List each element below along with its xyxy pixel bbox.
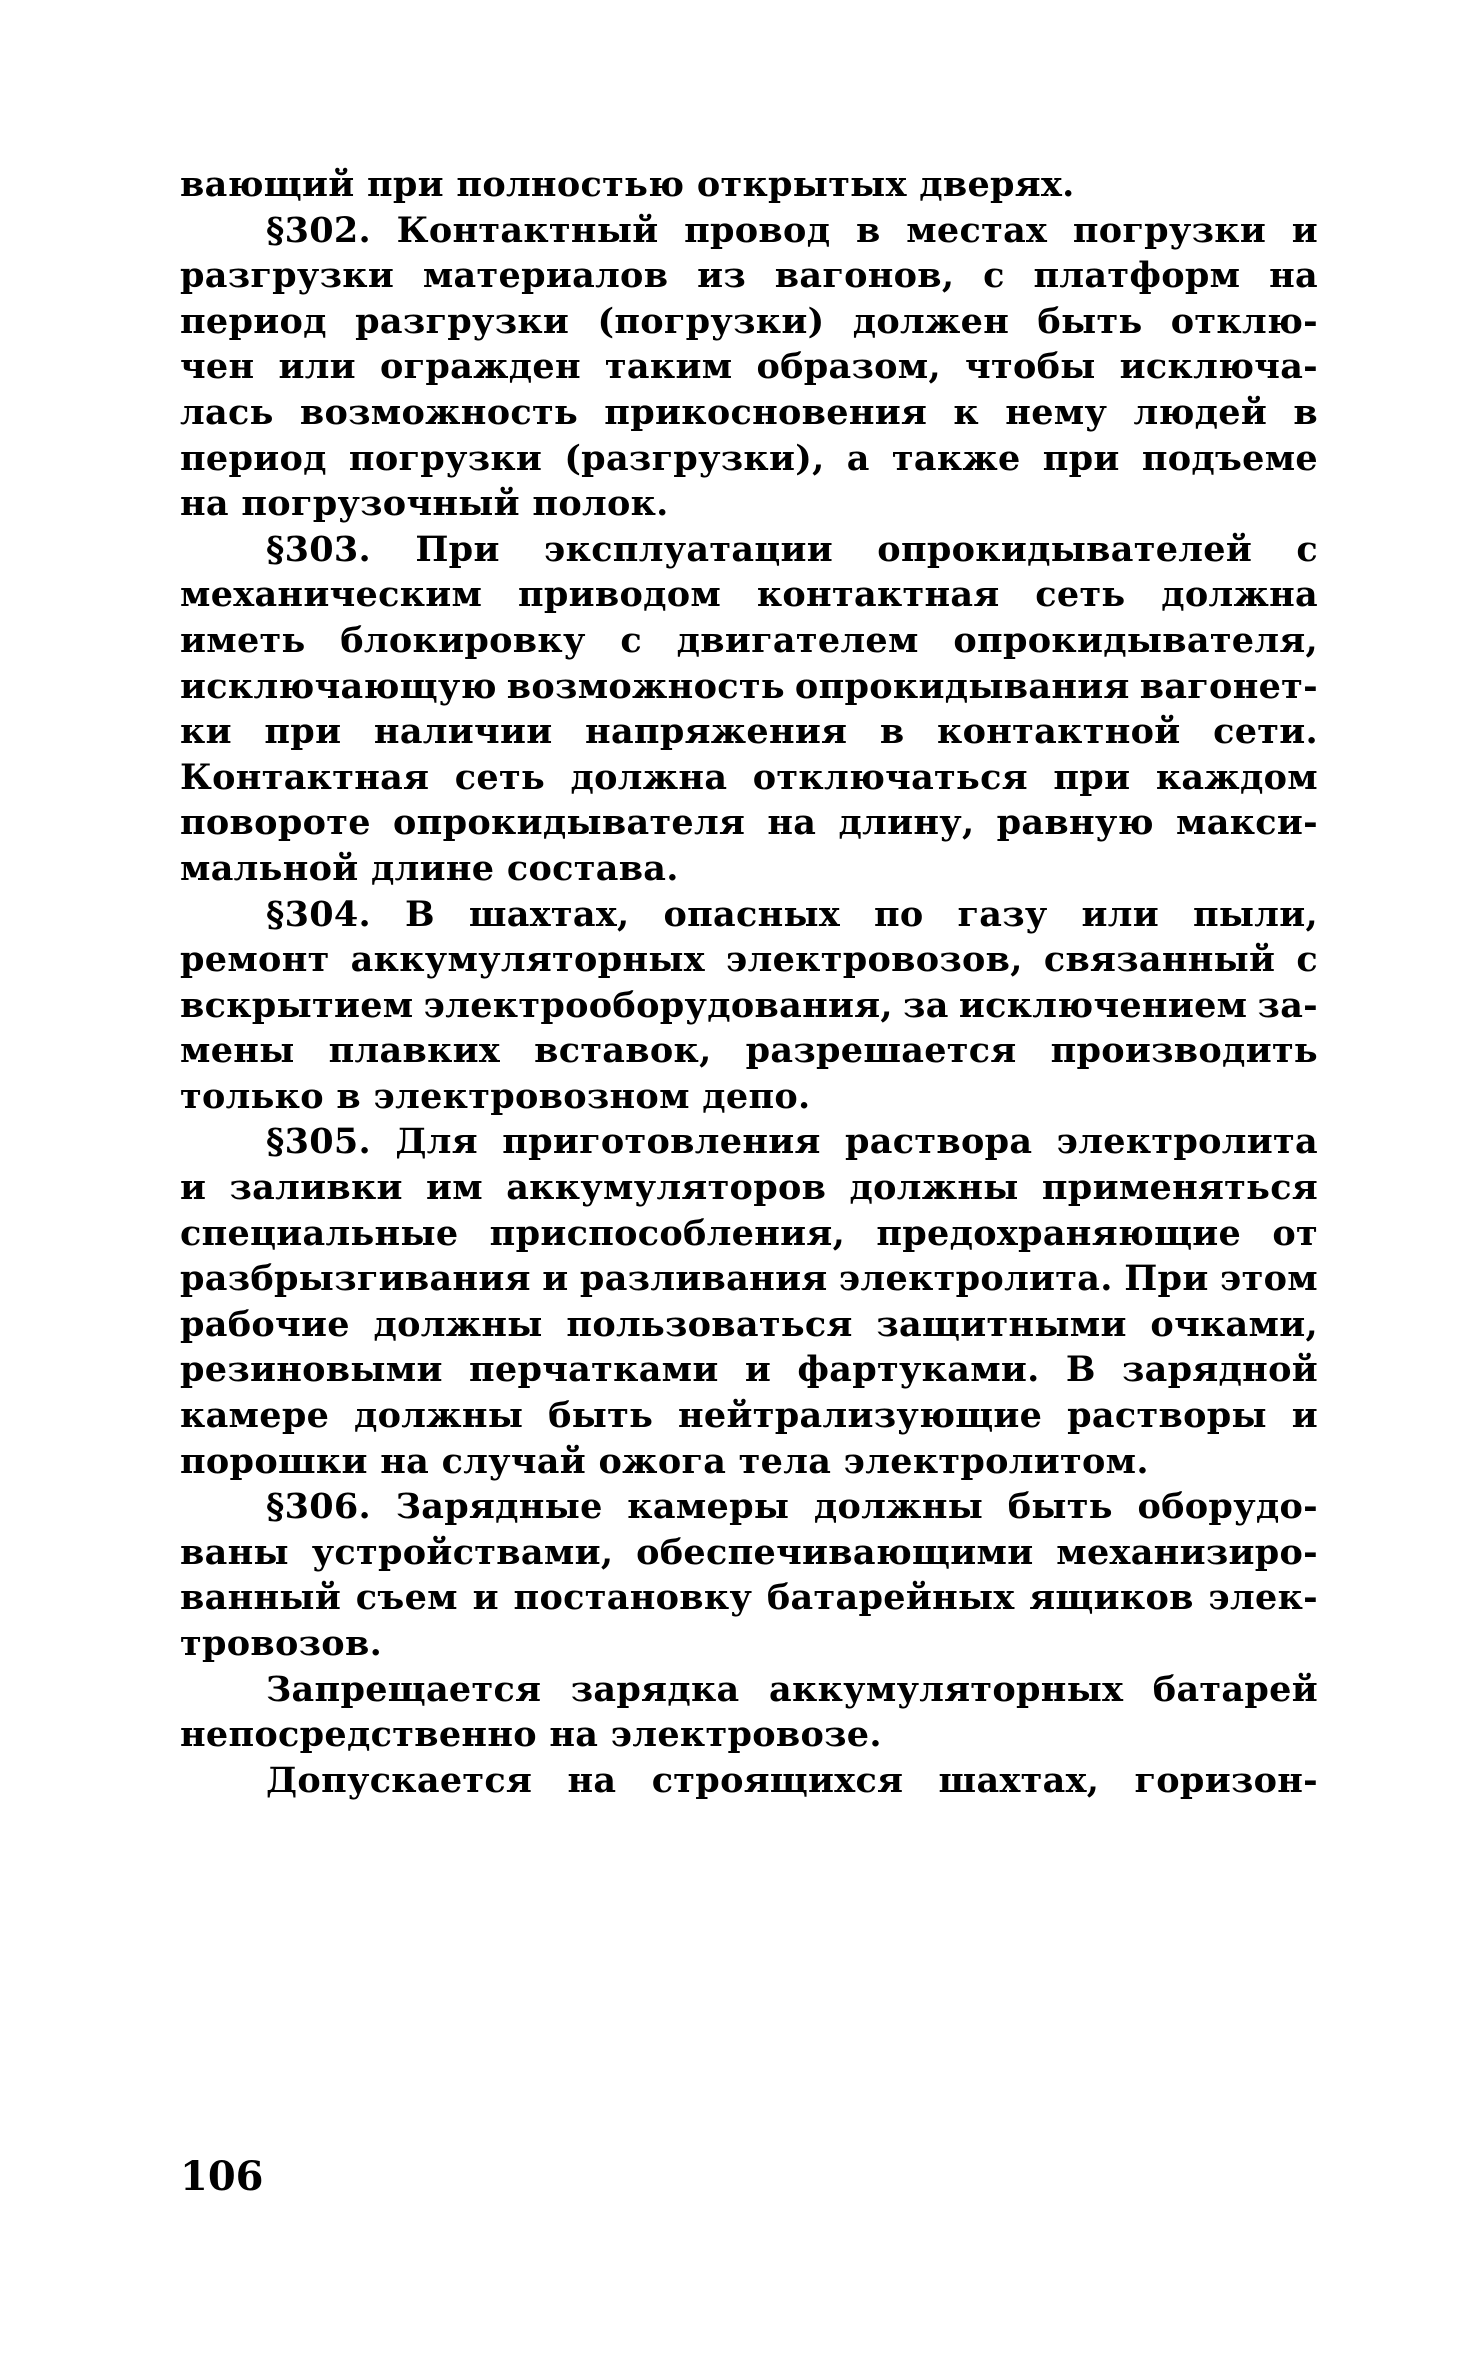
text-line: период разгрузки (погрузки) должен быть отклю- <box>180 300 1318 342</box>
text-line: чен или огражден таким образом, чтобы исключа- <box>180 346 1318 388</box>
text-line: повороте опрокидывателя на длину, равную макси- <box>180 802 1318 844</box>
text-line: мальной длине состава. <box>180 847 679 889</box>
text-line: вскрытием электрооборудования, за исключением за- <box>180 984 1318 1026</box>
text-line: Контактная сеть должна отключаться при каждом <box>180 756 1318 798</box>
text-line: ваны устройствами, обеспечивающими механизиро- <box>180 1531 1318 1573</box>
text-line: разбрызгивания и разливания электролита. При этом <box>180 1258 1318 1300</box>
text-line: лась возможность прикосновения к нему людей в <box>180 391 1318 433</box>
text-line: рабочие должны пользоваться защитными очками, <box>180 1303 1318 1345</box>
text-line: мены плавких вставок, разрешается производить <box>180 1030 1318 1072</box>
paragraph-first-line: §302. Контактный провод в местах погрузки и <box>266 209 1318 251</box>
text-line: только в электровозном депо. <box>180 1075 811 1117</box>
text-line: ремонт аккумуляторных электровозов, связанный с <box>180 939 1318 981</box>
text-line: иметь блокировку с двигателем опрокидывателя, <box>180 619 1318 661</box>
text-line: тровозов. <box>180 1623 383 1664</box>
paragraph-first-line: §304. В шахтах, опасных по газу или пыли, <box>266 893 1318 935</box>
paragraph-first-line: §306. Зарядные камеры должны быть оборудо- <box>266 1486 1318 1528</box>
page-number: 106 <box>180 2153 264 2200</box>
paragraph-first-line: Запрещается зарядка аккумуляторных батарей <box>266 1668 1318 1710</box>
paragraph-first-line: §303. При эксплуатации опрокидывателей с <box>266 528 1318 570</box>
body-text <box>180 162 1318 1803</box>
paragraph-first-line: Допускается на строящихся шахтах, горизон- <box>266 1759 1318 1801</box>
text-line: резиновыми перчатками и фартуками. В зарядной <box>180 1349 1318 1391</box>
text-line: исключающую возможность опрокидывания вагонет- <box>180 665 1318 707</box>
text-line: и заливки им аккумуляторов должны применяться <box>180 1167 1318 1209</box>
text-line: период погрузки (разгрузки), а также при подъеме <box>180 437 1318 479</box>
text-line: вающий при полностью открытых дверях. <box>180 164 1075 205</box>
text-line: разгрузки материалов из вагонов, с платформ на <box>180 255 1318 297</box>
text-line: камере должны быть нейтрализующие растворы и <box>180 1395 1318 1437</box>
text-line: непосредственно на электровозе. <box>180 1714 882 1756</box>
text-line: специальные приспособления, предохраняющие от <box>180 1212 1318 1254</box>
text-line: ванный съем и постановку батарейных ящиков элек- <box>180 1577 1318 1619</box>
text-line: ки при наличии напряжения в контактной сети. <box>180 711 1318 753</box>
paragraph-first-line: §305. Для приготовления раствора электролита <box>266 1121 1318 1163</box>
text-line: порошки на случай ожога тела электролитом. <box>180 1440 1149 1482</box>
text-line: на погрузочный полок. <box>180 483 669 525</box>
text-line: механическим приводом контактная сеть должна <box>180 574 1318 616</box>
